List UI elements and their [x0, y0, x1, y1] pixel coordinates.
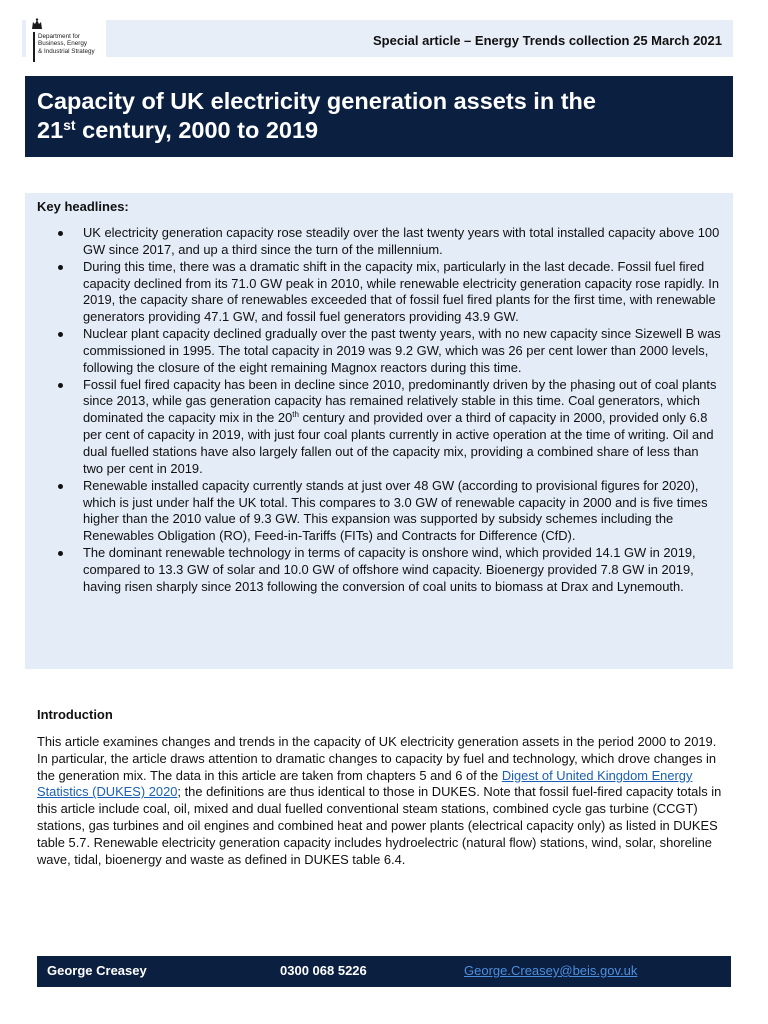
- headline-item: Nuclear plant capacity declined gradually over the past twenty years, with no new capacity since Sizewell B was commissioned in 1995. The total capacity in 2019 was 9.2 GW, which was 26 per cent lower than 2000 levels, following the closure of the eight remaining Magnox reactors during this time.: [25, 326, 733, 377]
- dukes-link[interactable]: Digest of United Kingdom Energy Statistics (DUKES) 2020: [37, 767, 693, 800]
- logo-line-3: & Industrial Strategy: [38, 47, 95, 55]
- headline-item: Renewable installed capacity currently stands at just over 48 GW (according to provisional figures for 2020), which is just under half the UK total. This compares to 3.0 GW of renewable capacity in 2000 and is five times higher than the 2010 value of 9.3 GW. This expansion was supported by subsidy schemes including the Renewables Obligation (RO), Feed-in-Tariffs (FITs) and Contracts for Difference (CfD).: [25, 478, 733, 545]
- headline-item: During this time, there was a dramatic shift in the capacity mix, particularly in the last decade. Fossil fuel fired capacity declined from its 71.0 GW peak in 2010, while renewable electricity generation capacity rose rapidly. In 2019, the capacity share of renewables exceeded that of fossil fuel fired plants for the first time, with renewable generators providing 47.1 GW, and fossil fuel generators providing 43.9 GW.: [25, 259, 733, 326]
- headline-item: The dominant renewable technology in terms of capacity is onshore wind, which provided 14.1 GW in 2019, compared to 13.3 GW of solar and 10.0 GW of offshore wind capacity. Bioenergy provided 7.8 GW in 2019, having risen sharply since 2013 following the conversion of coal units to biomass at Drax and Lynemouth.: [25, 545, 733, 596]
- contact-email-link[interactable]: George.Creasey@beis.gov.uk: [464, 963, 638, 978]
- logo-line-1: Department for: [38, 33, 80, 40]
- title-line-2-number: 21: [37, 117, 64, 143]
- ordinal-suffix: th: [292, 410, 299, 420]
- logo-line-2: Business, Energy: [38, 40, 88, 48]
- logo-rule: [33, 32, 35, 62]
- headline-item: [25, 377, 733, 478]
- key-headlines-box: [25, 193, 733, 669]
- headline-text: century and provided over a third of capacity in 2000, provided only 6.8 per cent of capacity in 2019, with just four coal plants currently in active operation at the time of writing. Oil and dual fuelled stations have also largely fallen out of the capacity mix, providing a combined share of less than two per cent in 2019.: [83, 410, 714, 476]
- royal-crest-icon: [30, 18, 44, 30]
- page-title: [37, 87, 727, 145]
- headline-item: UK electricity generation capacity rose steadily over the last twenty years with total installed capacity above 100 GW since 2017, and up a third since the turn of the millennium.: [25, 225, 733, 259]
- title-line-2-rest: century, 2000 to 2019: [75, 117, 319, 143]
- title-ordinal-suffix: st: [63, 117, 76, 133]
- key-headlines-heading: Key headlines:: [37, 199, 129, 214]
- contact-phone: 0300 068 5226: [280, 963, 367, 978]
- introduction-body: [37, 734, 727, 868]
- collection-header: Special article – Energy Trends collection 25 March 2021: [373, 33, 722, 48]
- intro-text: ; the definitions are thus identical to those in DUKES. Note that fossil fuel-fired capacity totals in this article include coal, oil, mixed and dual fuelled conventional steam stations, combined cycle gas turbine (CCGT) stations, gas turbines and oil engines and combined heat and power plants (electrical capacity only) as listed in DUKES table 5.7. Renewable electricity generation capacity includes hydroelectric (natural flow) stations, wind, solar, shoreline wave, tidal, bioenergy and waste as defined in DUKES table 6.4.: [37, 784, 722, 867]
- introduction-heading: Introduction: [37, 707, 113, 722]
- intro-text: This article examines changes and trends in the capacity of UK electricity generation assets in the period 2000 to 2019. In particular, the article draws attention to dramatic changes to capacity by fuel and technology, which drove changes in the generation mix. The data in this article are taken from chapters 5 and 6 of the: [37, 734, 717, 783]
- beis-logo: [26, 16, 106, 64]
- contact-footer: [37, 956, 731, 987]
- author-name: George Creasey: [47, 963, 147, 978]
- title-line-1: Capacity of UK electricity generation assets in the: [37, 88, 596, 114]
- headline-text: Fossil fuel fired capacity has been in decline since 2010, predominantly driven by the phasing out of coal plants since 2013, while gas generation capacity has remained relatively stable in this time. Coal generators, which dominated the capacity mix in the 20: [83, 376, 717, 426]
- logo-text: [38, 33, 95, 55]
- title-banner: [25, 76, 733, 157]
- key-headlines-list: [25, 225, 733, 596]
